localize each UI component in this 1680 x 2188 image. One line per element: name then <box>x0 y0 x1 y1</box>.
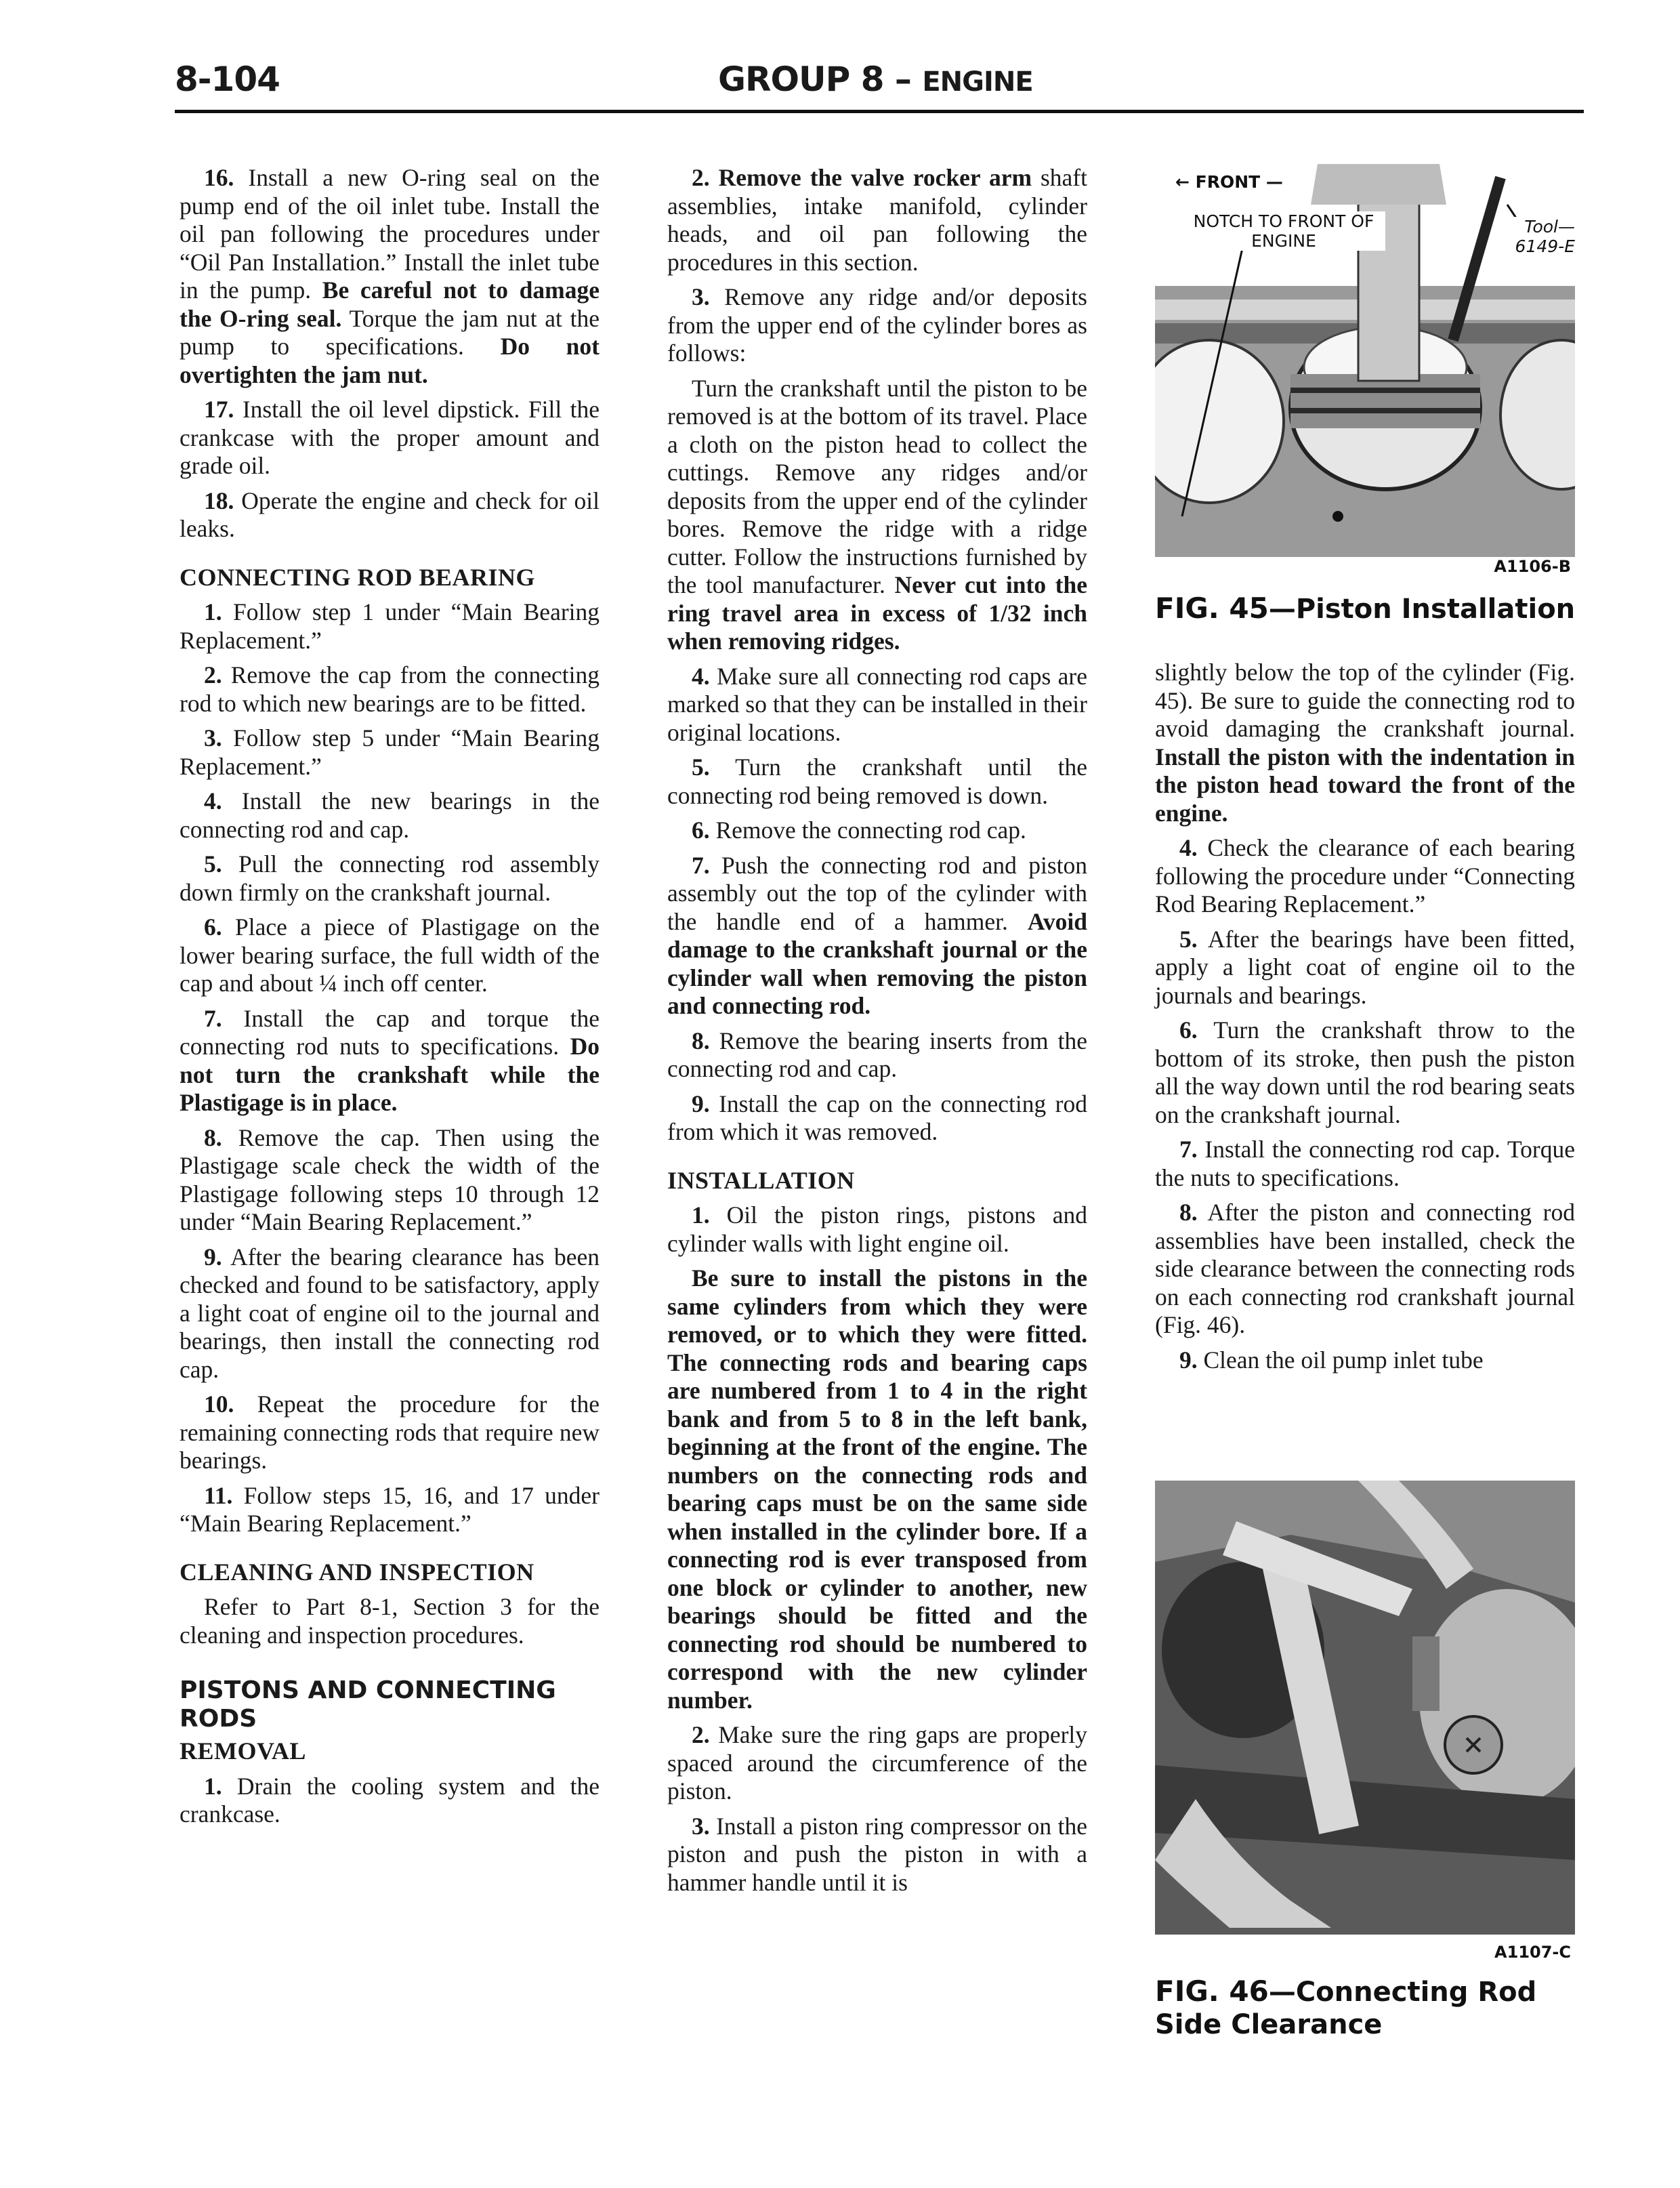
install-step-7: 7. Install the connecting rod cap. Torque the nuts to specifications. <box>1155 1136 1576 1191</box>
tool-label: Tool— 6149-E <box>1500 217 1575 256</box>
rod-step-3: 3. Follow step 5 under “Main Bearing Replacement.” <box>180 724 600 780</box>
removal-step-3: 3. Remove any ridge and/or deposits from the upper end of the cylinder bores as follows: <box>667 283 1087 367</box>
step-17: 17. Install the oil level dipstick. Fill the crankcase with the proper amount and grade oil. <box>180 396 600 479</box>
install-step-4: 4. Check the clearance of each bearing following the procedure under “Connecting Rod Bearing Replacement.” <box>1155 834 1575 917</box>
install-step-9: 9. Clean the oil pump inlet tube <box>1179 1346 1484 1374</box>
figure-45-caption: FIG. 45—Piston Installation <box>1155 592 1576 625</box>
install-step-2: 2. Make sure the ring gaps are properly spaced around the circumference of the piston. <box>667 1721 1088 1804</box>
rod-step-5: 5. Pull the connecting rod assembly down firmly on the crankshaft journal. <box>180 850 600 906</box>
figure-45-piston-installation <box>1155 164 1575 584</box>
install-step-6: 6. Turn the crankshaft throw to the bottom of its stroke, then push the piston all the way down until the rod bearing seats on the crankshaft journal. <box>1155 1016 1576 1128</box>
removal-step-7: 7. Push the connecting rod and piston assembly out the top of the cylinder with the handle end of a hammer. Avoid damage to the crankshaft journal or the cylinder wall when removing the piston and connecting rod. <box>667 851 1088 1019</box>
running-head: GROUP 8 – ENGINE <box>718 60 1033 99</box>
rod-step-8: 8. Remove the cap. Then using the Plastigage scale check the width of the Plastigage following steps 10 through 12 under “Main Bearing Replacement.” <box>180 1123 600 1235</box>
removal-step-1: 1. Drain the cooling system and the crankcase. <box>180 1772 600 1828</box>
install-step-3-continued: slightly below the top of the cylinder (Fig. 45). Be sure to guide the connecting rod to avoid damaging the crankshaft journal. Install the piston with the indentation in the piston head toward the front of the engine. <box>1155 659 1575 827</box>
heading-pistons-rods: PISTONS AND CONNECTING RODS <box>180 1676 556 1733</box>
removal-step-6: 6. Remove the connecting rod cap. <box>692 817 1026 844</box>
install-step-8: 8. After the piston and connecting rod assemblies have been installed, check the side clearance between the connecting rods on each connecting rod crankshaft journal (Fig. 46). <box>1155 1199 1575 1338</box>
heading-installation: INSTALLATION <box>667 1166 855 1194</box>
install-step-5: 5. After the bearings have been fitted, apply a light coat of engine oil to the journals and bearings. <box>1155 925 1575 1009</box>
front-label: ← FRONT — <box>1175 172 1283 192</box>
heading-cleaning-inspection: CLEANING AND INSPECTION <box>180 1558 534 1586</box>
rod-step-6: 6. Place a piece of Plastigage on the lower bearing surface, the full width of the cap and about ¼ inch off center. <box>180 913 600 997</box>
rod-step-10: 10. Repeat the procedure for the remaining connecting rods that require new bearings. <box>180 1390 600 1474</box>
rod-step-4: 4. Install the new bearings in the connecting rod and cap. <box>180 787 600 843</box>
page-header <box>0 0 1680 122</box>
install-step-1: 1. Oil the piston rings, pistons and cylinder walls with light engine oil. <box>667 1201 1088 1257</box>
removal-step-4: 4. Make sure all connecting rod caps are marked so that they can be installed in their original locations. <box>667 662 1088 746</box>
removal-step-9: 9. Install the cap on the connecting rod from which it was removed. <box>667 1090 1087 1145</box>
removal-step-8: 8. Remove the bearing inserts from the connecting rod and cap. <box>667 1027 1087 1082</box>
figure-46-code: A1107-C <box>1494 1943 1571 1962</box>
heading-removal: REMOVAL <box>180 1737 306 1764</box>
rod-step-7: 7. Install the cap and torque the connecting rod nuts to specifications. Do not turn the crankshaft while the Plastigage is in place. <box>180 1004 600 1116</box>
install-step-3: 3. Install a piston ring compressor on the piston and push the piston in with a hammer handle until it is <box>667 1812 1087 1896</box>
section-title: ENGINE <box>922 66 1033 98</box>
header-rule <box>175 110 1584 113</box>
column-2 <box>667 164 1087 1903</box>
group-label: GROUP 8 <box>718 60 884 99</box>
removal-step-3-detail: Turn the crankshaft until the piston to be removed is at the bottom of its travel. Place a cloth on the piston head to collect the cuttings. Remove any ridges and/or deposits from the upper end of the cylinder bores. Remove the ridge with a ridge cutter. Follow the instructions furnished by the tool manufacturer. Never cut into the ring travel area in excess of 1/32 inch when removing ridges. <box>667 374 1088 655</box>
figure-46-caption: FIG. 46—Connecting Rod Side Clearance <box>1155 1975 1537 2040</box>
step-16: 16. Install a new O-ring seal on the pump end of the oil inlet tube. Install the oil pan following the procedures under “Oil Pan Installation.” Install the inlet tube in the pump. Be careful not to damage the O-ring seal. Torque the jam nut at the pump to specifications. Do not overtighten the jam nut. <box>180 164 600 388</box>
rod-step-2: 2. Remove the cap from the connecting rod to which new bearings are to be fitted. <box>180 661 600 717</box>
removal-step-2: 2. Remove the valve rocker arm shaft assemblies, intake manifold, cylinder heads, and oil pan following the procedures in this section. <box>667 164 1087 276</box>
figure-45-code: A1106-B <box>1494 557 1571 576</box>
notch-label: NOTCH TO FRONT OF ENGINE <box>1182 211 1385 251</box>
side-clearance-photo <box>1155 1481 1575 1935</box>
removal-step-5: 5. Turn the crankshaft until the connecting rod being removed is down. <box>667 754 1088 809</box>
rod-step-11: 11. Follow steps 15, 16, and 17 under “Main Bearing Replacement.” <box>180 1481 600 1537</box>
figure-46-side-clearance <box>1155 1481 1575 1962</box>
page-number: 8-104 <box>175 60 280 99</box>
cleaning-text: Refer to Part 8-1, Section 3 for the cleaning and inspection procedures. <box>180 1593 600 1649</box>
heading-connecting-rod-bearing: CONNECTING ROD BEARING <box>180 563 536 591</box>
install-warning: Be sure to install the pistons in the same cylinders from which they were removed, or to which they were fitted. The connecting rods and bearing caps are numbered from 1 to 4 in the right bank and from 5 to 8 in the left bank, beginning at the front of the engine. The numbers on the connecting rods and bearing caps must be on the same side when installed in the cylinder bore. If a connecting rod is ever transposed from one block or cylinder to another, new bearings should be fitted and the connecting rod should be numbered to correspond with the new cylinder number. <box>667 1264 1087 1714</box>
rod-step-1: 1. Follow step 1 under “Main Bearing Replacement.” <box>180 598 600 654</box>
column-3 <box>1155 659 1575 1381</box>
column-1 <box>180 164 600 1836</box>
rod-step-9: 9. After the bearing clearance has been checked and found to be satisfactory, apply a light coat of engine oil to the journal and bearings, then install the connecting rod cap. <box>180 1243 600 1383</box>
step-18: 18. Operate the engine and check for oil leaks. <box>180 487 600 542</box>
